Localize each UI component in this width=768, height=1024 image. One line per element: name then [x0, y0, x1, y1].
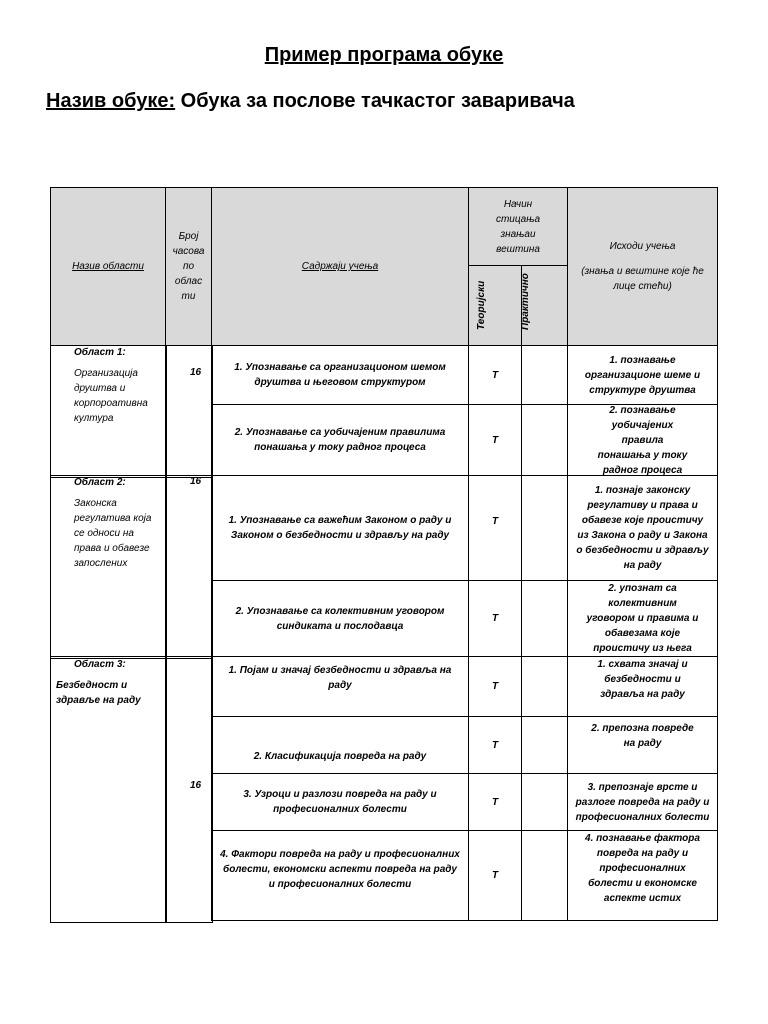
training-name-value: Обука за послове тачкастог заваривача [175, 90, 575, 112]
outcome-cell: 1. познаје законску регулативу и права и обавезе које проистичу из Закона о раду и Закона о безбедности и здрављу на раду [567, 475, 718, 581]
practical-cell [521, 773, 568, 831]
theory-mark: Т [468, 773, 522, 831]
practical-cell [521, 345, 568, 405]
content-cell: 4. Фактори повреда на раду и професионалних болести, економски аспекти повреда на раду и професионалних болести [211, 830, 469, 921]
area-3-hours: 16 [190, 780, 202, 791]
header-area-name: Назив области [50, 187, 166, 346]
outcome-cell: 3. препознаје врсте и разлоге повреда на раду и професионалних болести [567, 773, 718, 831]
theory-mark: Т [468, 345, 522, 405]
outcome-cell: 2. препозна повреде на раду [567, 716, 718, 774]
area-2-hours: 16 [190, 476, 202, 487]
header-practical: Практично [520, 273, 531, 330]
content-cell: 2. Класификација повреда на раду [211, 716, 469, 774]
practical-cell [521, 580, 568, 657]
area-2-desc: Законска регулатива која се односи на права и обавезе запослених [74, 498, 152, 569]
training-name-label: Назив обуке: [46, 90, 176, 112]
hours-2-cell [165, 475, 213, 659]
practical-cell [521, 475, 568, 581]
header-theory: Теоријски [476, 280, 487, 330]
content-cell: 3. Узроци и разлози повреда на раду и професионалних болести [211, 773, 469, 831]
content-cell: 2. Упознавање са колективним уговором синдиката и послодавца [211, 580, 469, 657]
outcome-cell: 1. познавање организационе шеме и структуре друштва [567, 345, 718, 405]
theory-mark: Т [468, 716, 522, 774]
content-cell: 1. Упознавање са важећим Законом о раду и Законом о безбедности и здрављу на раду [211, 475, 469, 581]
practical-cell [521, 716, 568, 774]
area-3-desc: Безбедност и здравље на раду [56, 680, 141, 706]
practical-cell [521, 656, 568, 717]
outcome-cell: 2. познавање уобичајених правила понашања у току радног процеса [567, 404, 718, 476]
area-1-title: Област 1: [74, 347, 126, 358]
header-outcomes-title: Исходи учења [609, 241, 676, 252]
header-outcomes [567, 187, 718, 346]
theory-mark: Т [468, 475, 522, 581]
hours-1-cell [165, 345, 213, 478]
outcome-cell: 4. познавање фактора повреда на раду и професионалних болести и економске аспекте истих [567, 830, 718, 921]
header-outcomes-note: (знања и вештине које ће лице стећи) [581, 266, 704, 292]
header-method: Начин стицања знањаи вештина [468, 187, 568, 266]
content-cell: 2. Упознавање са уобичајеним правилима понашања у току радног процеса [211, 404, 469, 476]
header-hours: Број часова по облас ти [165, 187, 212, 346]
content-cell: 1. Упознавање са организационом шемом друштва и његовом структуром [211, 345, 469, 405]
practical-cell [521, 830, 568, 921]
outcome-cell: 1. схвата значај и безбедности и здравља на раду [567, 656, 718, 717]
theory-mark: Т [468, 830, 522, 921]
area-2-title: Област 2: [74, 477, 126, 488]
content-cell: 1. Појам и значај безбедности и здравља на раду [211, 656, 469, 717]
theory-mark: Т [468, 656, 522, 717]
area-3-title: Област 3: [74, 659, 126, 670]
header-content: Садржаји учења [211, 187, 469, 346]
page-title: Пример програма обуке [264, 44, 504, 66]
area-1-hours: 16 [190, 367, 202, 378]
theory-mark: Т [468, 404, 522, 476]
theory-mark: Т [468, 580, 522, 657]
area-1-desc: Организација друштва и корпороативна култура [74, 368, 148, 424]
training-name [46, 90, 575, 113]
practical-cell [521, 404, 568, 476]
outcome-cell: 2. упознат са колективним уговором и правима и обавезама које проистичу из њега [567, 580, 718, 657]
hours-3-cell [165, 656, 213, 923]
